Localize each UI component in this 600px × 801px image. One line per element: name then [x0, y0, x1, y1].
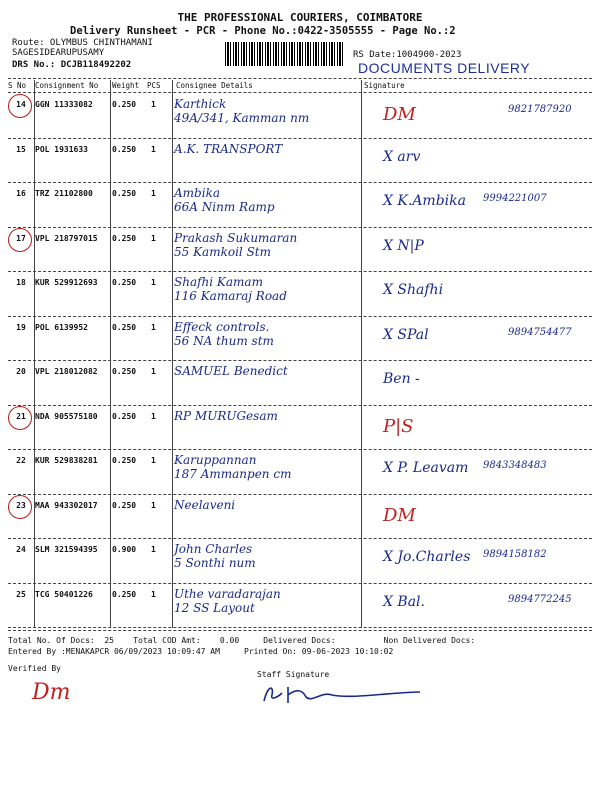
route-label: Route: OLYMBUS CHINTHAMANI [12, 38, 153, 48]
table-row [8, 139, 592, 184]
col-consignment: Consignment No [35, 81, 99, 90]
row-weight: 0.250 [112, 367, 137, 376]
col-consignee: Consignee Details [176, 81, 253, 90]
barcode-image [225, 42, 345, 66]
consignee-address: 5 Sonthi num [174, 556, 256, 570]
staff-signature-scribble [262, 683, 422, 705]
consignee-name: SAMUEL Benedict [174, 364, 288, 378]
col-signature: Signature [364, 81, 405, 90]
row-weight: 0.250 [112, 189, 137, 198]
verified-by-label: Verified By [8, 664, 61, 673]
row-pcs: 1 [151, 189, 156, 198]
consignee-address: 66A Ninm Ramp [174, 200, 275, 214]
consignee-name: Neelaveni [174, 497, 236, 512]
table-row [8, 272, 592, 317]
col-divider [361, 80, 362, 628]
company-name: THE PROFESSIONAL COURIERS, COIMBATORE [177, 11, 423, 24]
row-consignment-no: NDA 905575180 [35, 411, 98, 421]
row-signature: X Jo.Charles [383, 549, 471, 565]
row-pcs: 1 [151, 589, 156, 599]
row-consignee-details [174, 97, 309, 125]
row-sno: 20 [16, 367, 26, 376]
table-row [8, 495, 592, 540]
row-divider [8, 627, 592, 628]
row-pcs: 1 [151, 367, 156, 376]
footer-divider [8, 630, 592, 631]
consignee-name: John Charles [174, 542, 253, 556]
row-weight: 0.250 [112, 589, 137, 599]
row-consignment-no: POL 6139952 [35, 322, 88, 332]
row-sno: 15 [16, 144, 26, 154]
row-consignment-no: POL 1931633 [35, 144, 88, 154]
row-sno: 23 [16, 500, 26, 510]
row-pcs: 1 [151, 100, 156, 109]
row-consignee-details [174, 231, 297, 259]
col-divider [110, 80, 111, 628]
consignee-address: 116 Kamaraj Road [174, 289, 287, 303]
entered-by-line: Entered By :MENAKAPCR 06/09/2023 10:09:47 AM Printed On: 09-06-2023 10:10:02 [8, 647, 394, 656]
row-pcs: 1 [151, 411, 156, 421]
row-pcs: 1 [151, 144, 156, 154]
row-weight: 0.250 [112, 278, 137, 287]
row-consignee-details [174, 186, 275, 214]
row-pcs: 1 [151, 322, 156, 332]
consignee-address: 49A/341, Kamman nm [174, 111, 310, 125]
row-weight: 0.250 [112, 100, 137, 109]
row-phone: 9894754477 [508, 326, 572, 338]
table-row [8, 406, 592, 451]
table-row [8, 317, 592, 362]
row-consignment-no: KUR 529912693 [35, 278, 98, 287]
row-pcs: 1 [151, 545, 156, 554]
row-signature: X arv [383, 148, 421, 165]
row-signature: X SPal [383, 326, 429, 343]
table-row [8, 539, 592, 584]
table-header [8, 80, 592, 91]
row-sno: 21 [16, 411, 26, 421]
row-consignment-no: VPL 218012082 [35, 367, 98, 376]
table-row [8, 450, 592, 495]
consignee-name: Karuppannan [174, 453, 257, 467]
row-signature: Ben - [383, 371, 420, 387]
row-consignee-details [174, 498, 235, 512]
row-signature: DM [383, 504, 416, 526]
col-divider [172, 80, 173, 628]
runsheet-title: Delivery Runsheet - PCR - Phone No.:0422-3505555 - Page No.:2 [70, 25, 456, 37]
consignee-name: Effeck controls. [174, 319, 270, 334]
row-phone: 9843348483 [483, 460, 547, 471]
row-consignee-details [174, 542, 256, 570]
consignee-name: Ambika [174, 186, 220, 200]
row-consignment-no: GGN 11333082 [35, 100, 93, 109]
row-pcs: 1 [151, 500, 156, 510]
row-pcs: 1 [151, 233, 156, 243]
row-signature: X Bal. [383, 593, 425, 610]
row-signature: X Shafhi [383, 282, 444, 298]
staff-signature-label: Staff Signature [257, 670, 330, 679]
row-weight: 0.250 [112, 411, 137, 421]
verified-signature: Dm [32, 680, 71, 705]
table-row [8, 94, 592, 139]
row-consignee-details [174, 142, 282, 156]
row-weight: 0.250 [112, 322, 137, 332]
row-consignment-no: KUR 529838281 [35, 456, 98, 465]
row-sno: 18 [16, 278, 26, 287]
row-signature: DM [383, 104, 416, 125]
row-consignee-details [174, 275, 287, 303]
staff-name: SAGESIDEARUPUSAMY [12, 48, 105, 58]
table-row [8, 361, 592, 406]
drs-number: DRS No.: DCJB118492202 [12, 60, 132, 70]
consignee-address: 187 Ammanpen cm [174, 467, 292, 481]
row-consignee-details [174, 320, 274, 348]
row-consignment-no: VPL 218797015 [35, 233, 98, 243]
row-weight: 0.250 [112, 233, 137, 243]
row-sno: 24 [16, 545, 26, 554]
col-weight: Weight [112, 81, 140, 90]
row-pcs: 1 [151, 456, 156, 465]
header-divider [8, 78, 592, 79]
row-phone: 9994221007 [483, 193, 547, 204]
consignee-name: Prakash Sukumaran [174, 230, 298, 245]
row-signature: X N|P [383, 237, 424, 254]
col-divider [34, 80, 35, 628]
row-consignment-no: MAA 943302017 [35, 500, 98, 510]
row-sno: 25 [16, 589, 26, 599]
documents-delivery-stamp: DOCUMENTS DELIVERY [358, 60, 531, 76]
row-weight: 0.250 [112, 500, 137, 510]
row-consignment-no: SLM 321594395 [35, 545, 98, 554]
row-signature: X P. Leavam [383, 460, 469, 476]
consignee-name: A.K. TRANSPORT [174, 141, 283, 156]
col-pcs: PCS [147, 81, 161, 90]
header-bottom-divider [8, 92, 592, 93]
consignee-name: Uthe varadarajan [174, 586, 281, 601]
row-sno: 14 [16, 100, 26, 109]
rs-date: RS Date:1004900-2023 [353, 50, 462, 60]
consignee-name: Karthick [174, 97, 227, 111]
row-weight: 0.250 [112, 456, 137, 465]
row-pcs: 1 [151, 278, 156, 287]
row-weight: 0.900 [112, 545, 137, 554]
row-consignment-no: TCG 50401226 [35, 589, 93, 599]
row-consignee-details [174, 409, 278, 423]
row-sno: 17 [16, 233, 26, 243]
table-row [8, 183, 592, 228]
consignee-address: 55 Kamkoil Stm [174, 244, 271, 259]
row-phone: 9894772245 [508, 593, 572, 605]
consignee-name: Shafhi Kamam [174, 275, 263, 289]
row-weight: 0.250 [112, 144, 137, 154]
table-row [8, 584, 592, 629]
consignee-address: 12 SS Layout [174, 600, 255, 615]
col-sno: S No [8, 81, 27, 90]
totals-line: Total No. Of Docs: 25 Total COD Amt: 0.00 Delivered Docs: Non Delivered Docs: [8, 636, 476, 645]
row-sno: 19 [16, 322, 26, 332]
consignee-name: RP MURUGesam [174, 408, 278, 423]
row-consignee-details [174, 453, 291, 481]
row-phone: 9894158182 [483, 549, 547, 560]
consignee-address: 56 NA thum stm [174, 333, 274, 348]
row-signature: X K.Ambika [383, 193, 466, 209]
row-consignment-no: TRZ 21102800 [35, 189, 93, 198]
table-row [8, 228, 592, 273]
row-consignee-details [174, 587, 281, 615]
row-signature: P|S [383, 415, 414, 437]
row-phone: 9821787920 [508, 104, 572, 115]
row-consignee-details [174, 364, 288, 378]
row-sno: 22 [16, 456, 26, 465]
row-sno: 16 [16, 189, 26, 198]
